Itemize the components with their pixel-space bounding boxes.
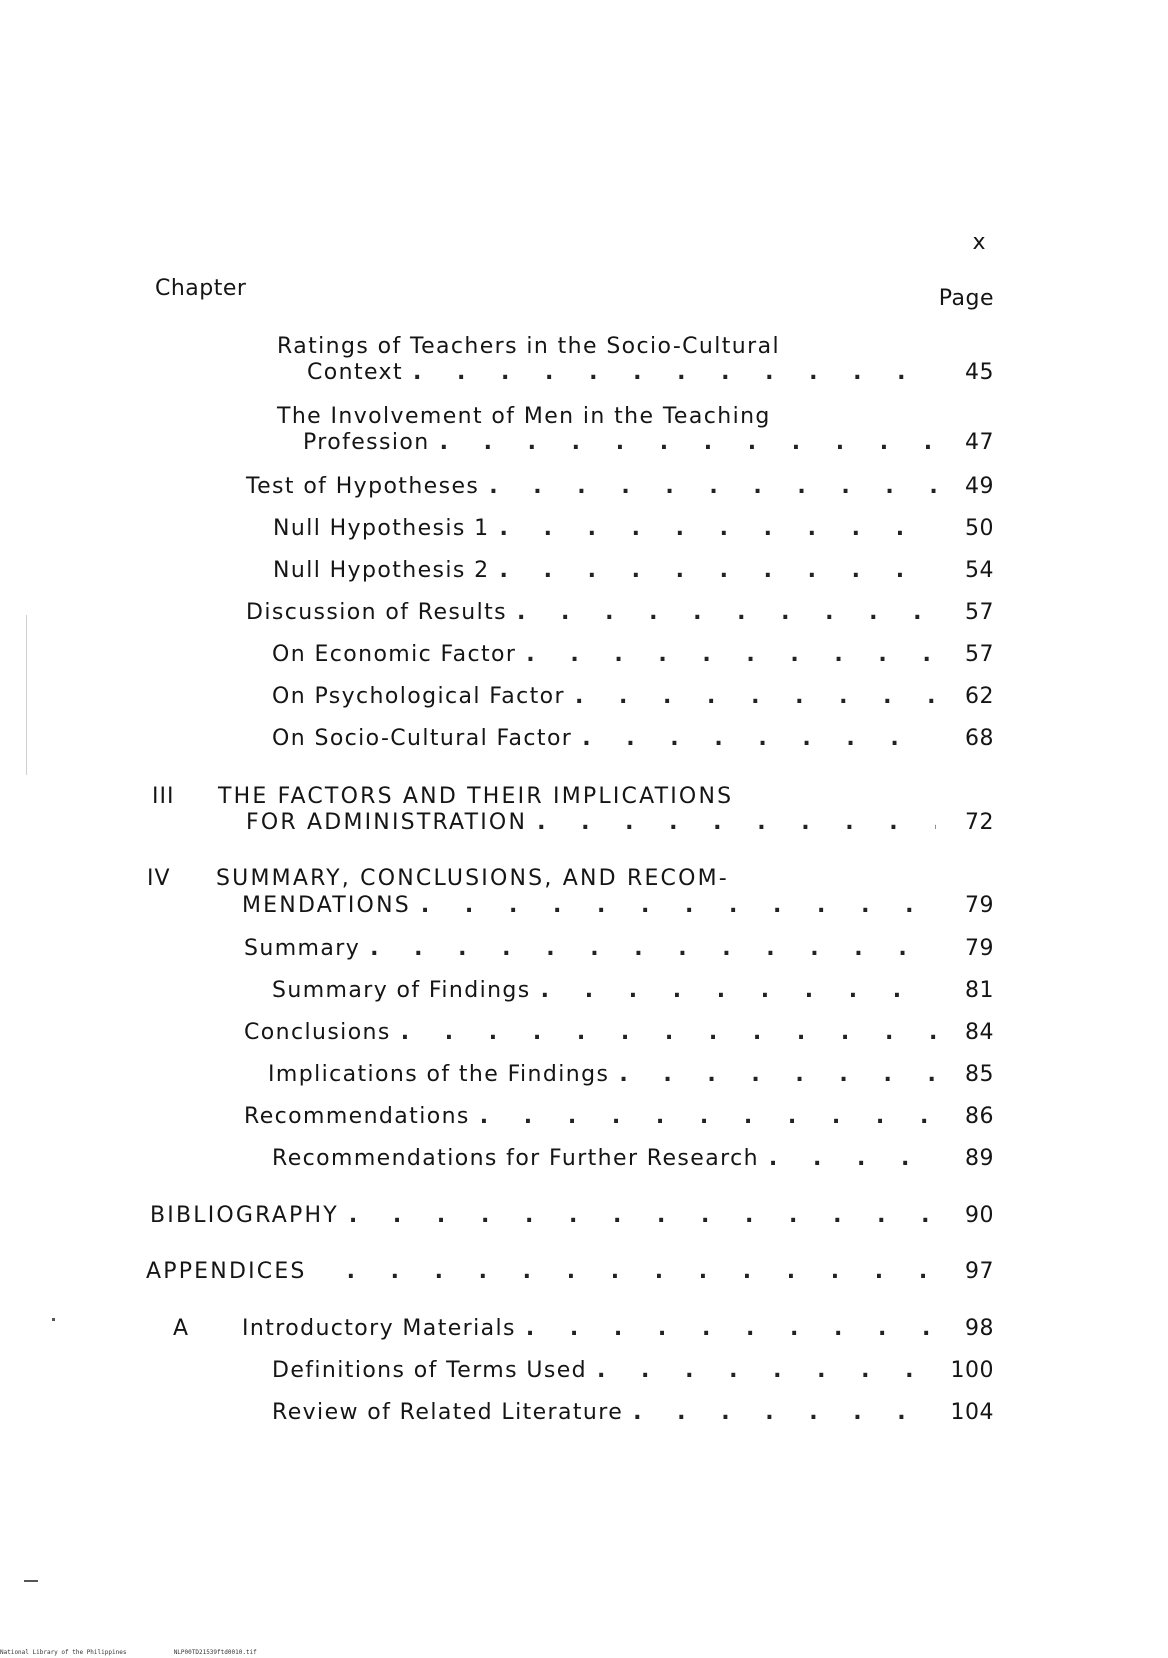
toc-entry-page: 104 bbox=[950, 1400, 994, 1425]
toc-entry-title: On Socio-Cultural Factor bbox=[272, 726, 573, 751]
toc-entry-title: Null Hypothesis 1 bbox=[273, 516, 490, 541]
toc-entry bbox=[303, 430, 994, 460]
toc-entry-title: Summary bbox=[244, 936, 361, 961]
footer-file: NLP00TD21539ftd0010.tif bbox=[173, 1649, 257, 1656]
chapter-column-header: Chapter bbox=[155, 276, 247, 301]
toc-entry-page: 57 bbox=[965, 600, 994, 625]
toc-entry bbox=[268, 1062, 994, 1092]
toc-entry-page: 72 bbox=[965, 810, 994, 835]
leader-dots bbox=[413, 360, 936, 385]
scan-footer bbox=[0, 1649, 257, 1656]
toc-entry-page: 84 bbox=[965, 1020, 994, 1045]
leader-dots bbox=[526, 642, 936, 667]
toc-entry-title: APPENDICES bbox=[146, 1259, 307, 1284]
toc-entry-title: FOR ADMINISTRATION bbox=[246, 810, 528, 835]
leader-dots bbox=[500, 516, 936, 541]
leader-dots bbox=[370, 936, 936, 961]
toc-entry-line: The Involvement of Men in the Teaching bbox=[277, 404, 771, 429]
toc-entry bbox=[146, 1259, 994, 1289]
toc-entry-page: 47 bbox=[965, 430, 994, 455]
leader-dots bbox=[541, 978, 936, 1003]
leader-dots bbox=[500, 558, 936, 583]
toc-entry-title: Introductory Materials bbox=[242, 1316, 516, 1341]
leader-dots bbox=[480, 1104, 936, 1129]
toc-entry bbox=[307, 360, 994, 390]
toc-entry bbox=[272, 1400, 994, 1430]
toc-entry-title: Null Hypothesis 2 bbox=[273, 558, 490, 583]
toc-entry bbox=[272, 978, 994, 1008]
toc-entry bbox=[272, 642, 994, 672]
toc-entry-page: 81 bbox=[965, 978, 994, 1003]
toc-entry-page: 86 bbox=[965, 1104, 994, 1129]
toc-entry bbox=[244, 1104, 994, 1134]
chapter-title-line: SUMMARY, CONCLUSIONS, AND RECOM- bbox=[216, 866, 729, 891]
chapter-numeral: IV bbox=[147, 866, 171, 891]
toc-entry bbox=[246, 474, 994, 504]
toc-entry-title: Test of Hypotheses bbox=[246, 474, 480, 499]
toc-entry-page: 100 bbox=[950, 1358, 994, 1383]
toc-entry bbox=[244, 936, 994, 966]
toc-entry-page: 57 bbox=[965, 642, 994, 667]
toc-entry-page: 45 bbox=[965, 360, 994, 385]
page-column-header: Page bbox=[938, 286, 994, 311]
toc-entry-page: 85 bbox=[965, 1062, 994, 1087]
toc-entry-title: Summary of Findings bbox=[272, 978, 531, 1003]
chapter-numeral: III bbox=[152, 784, 175, 809]
toc-entry-title: Review of Related Literature bbox=[272, 1400, 624, 1425]
toc-entry bbox=[246, 810, 994, 840]
toc-entry-title: Context bbox=[307, 360, 403, 385]
toc-entry-title: Conclusions bbox=[244, 1020, 391, 1045]
leader-dots bbox=[582, 726, 936, 751]
toc-entry bbox=[150, 1203, 994, 1233]
toc-entry-title: Recommendations for Further Research bbox=[272, 1146, 759, 1171]
toc-entry bbox=[242, 893, 994, 923]
leader-dots bbox=[575, 684, 936, 709]
scan-speck bbox=[24, 1580, 38, 1582]
leader-dots bbox=[526, 1316, 936, 1341]
leader-dots bbox=[401, 1020, 936, 1045]
toc-entry-title: On Psychological Factor bbox=[272, 684, 565, 709]
toc-entry-page: 89 bbox=[965, 1146, 994, 1171]
toc-entry bbox=[242, 1316, 994, 1346]
scan-speck bbox=[52, 1318, 55, 1321]
toc-entry-title: Profession bbox=[303, 430, 430, 455]
appendix-letter: A bbox=[173, 1316, 190, 1341]
toc-entry-title: On Economic Factor bbox=[272, 642, 517, 667]
toc-entry-title: Implications of the Findings bbox=[268, 1062, 610, 1087]
toc-entry bbox=[273, 516, 994, 546]
page-number: x bbox=[972, 230, 986, 255]
leader-dots bbox=[349, 1203, 936, 1228]
toc-entry-line: Ratings of Teachers in the Socio-Cultural bbox=[277, 334, 780, 359]
leader-dots bbox=[489, 474, 936, 499]
toc-entry-page: 79 bbox=[965, 936, 994, 961]
toc-entry-title: Recommendations bbox=[244, 1104, 470, 1129]
toc-entry-page: 68 bbox=[965, 726, 994, 751]
toc-entry-title: MENDATIONS bbox=[242, 893, 411, 918]
toc-entry-page: 62 bbox=[965, 684, 994, 709]
toc-entry-page: 97 bbox=[965, 1259, 994, 1284]
toc-entry-title: Discussion of Results bbox=[246, 600, 508, 625]
toc-entry bbox=[272, 726, 994, 756]
toc-entry bbox=[273, 558, 994, 588]
leader-dots bbox=[597, 1358, 936, 1383]
toc-entry bbox=[246, 600, 994, 630]
toc-entry bbox=[244, 1020, 994, 1050]
chapter-title-line: THE FACTORS AND THEIR IMPLICATIONS bbox=[218, 784, 734, 809]
toc-entry bbox=[272, 1146, 994, 1176]
toc-entry-page: 54 bbox=[965, 558, 994, 583]
leader-dots bbox=[440, 430, 936, 455]
leader-dots bbox=[769, 1146, 936, 1171]
toc-entry-title: BIBLIOGRAPHY bbox=[150, 1203, 339, 1228]
toc-entry-page: 90 bbox=[965, 1203, 994, 1228]
toc-entry-page: 98 bbox=[965, 1316, 994, 1341]
leader-dots bbox=[619, 1062, 936, 1087]
leader-dots bbox=[633, 1400, 936, 1425]
toc-entry-title: Definitions of Terms Used bbox=[272, 1358, 588, 1383]
toc-entry bbox=[272, 1358, 994, 1388]
toc-entry-page: 49 bbox=[965, 474, 994, 499]
footer-library: National Library of the Philippines bbox=[0, 1649, 127, 1656]
toc-entry bbox=[272, 684, 994, 714]
toc-entry-page: 79 bbox=[965, 893, 994, 918]
toc-entry-page: 50 bbox=[965, 516, 994, 541]
leader-dots bbox=[421, 893, 936, 918]
leader-dots bbox=[517, 600, 936, 625]
leader-dots bbox=[347, 1259, 936, 1284]
leader-dots bbox=[537, 810, 936, 835]
scan-speck bbox=[26, 615, 27, 775]
